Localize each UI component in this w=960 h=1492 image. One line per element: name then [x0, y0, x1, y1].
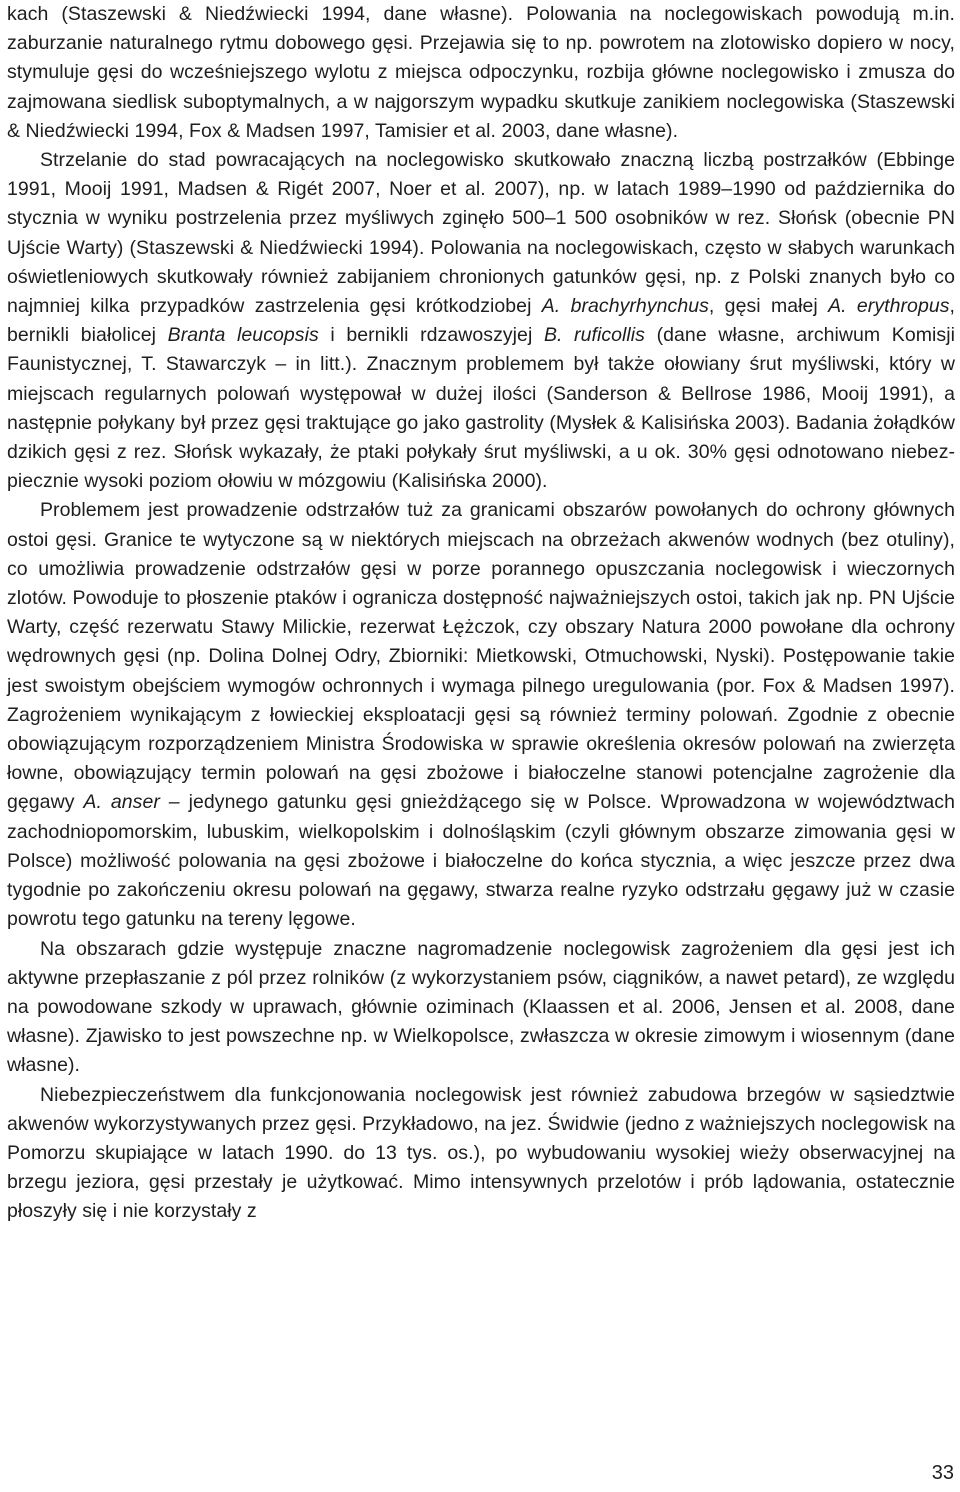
- text-run: Niebezpieczeństwem dla funkcjonowania noclegowisk jest również zabudowa brzegów w sąsiedztwie akwenów wykorzystywanych przez gęsi. Przykładowo, na jez. Świdwie (jedno z ważniejszych noclegowisk na Pomorzu skupiające w latach 1990. do 13 tys. os.), po wybudowaniu wysokiej wieży obserwacyjnej na brzegu jeziora, gęsi przestały je użytkować. Mimo intensywnych przelotów i prób lądowania, ostatecznie płoszyły się i nie korzystały z: [7, 1083, 956, 1223]
- text-run: (dane własne, archiwum Komisji Faunistycznej, T. Stawarczyk – in litt.). Znacznym problemem był także ołowiany śrut myśliwski, który w miejscach regularnych polowań występował w dużej ilości (Sanderson & Bellrose 1986, Mooij 1991), a następnie połykany był przez gęsi traktujące go jako gastrolity (Mysłek & Kalisińska 2003). Badania żołądków dzikich gęsi z rez. Słońsk wykazały, że ptaki połykały śrut myśliwski, a u ok. 30% gęsi odnotowano niebezpiecznie wysoki poziom ołowiu w mózgowiu (Kalisińska 2000).: [7, 324, 956, 493]
- text-run: Problemem jest prowadzenie odstrzałów tuż za granicami obszarów powołanych do ochrony głównych ostoi gęsi. Granice te wytyczone są w niektórych miejscach na obrzeżach akwenów wodnych (bez otuliny), co umożliwia prowadzenie odstrzałów gęsi w porze porannego opuszczania noclegowisk i wieczornych zlotów. Powoduje to płoszenie ptaków i ogranicza dostępność najważniejszych ostoi, takich jak np. PN Ujście Warty, część rezerwatu Stawy Milickie, rezerwat Łężczok, czy obszary Natura 2000 powołane dla ochrony wędrownych gęsi (np. Dolina Dolnej Odry, Zbiorniki: Mietkowski, Otmuchowski, Nyski). Postępowanie takie jest swoistym obejściem wymogów ochronnych i wymaga pilnego uregulowania (por. Fox & Madsen 1997). Zagrożeniem wynikającym z łowieckiej eksploatacji gęsi są również terminy polowań. Zgodnie z obecnie obowiązującym rozporządzeniem Ministra Środowiska w sprawie określenia okresów polowań na zwierzęta łowne, obowiązujący termin polowań na gęsi zbożowe i białoczelne stanowi potencjalne zagrożenie dla gęgawy: [7, 499, 955, 814]
- text-run: , gęsi małej: [708, 295, 829, 318]
- text-run: Strzelanie do stad powracających na noclegowisko skutkowało znaczną liczbą postrzałków (Ebbinge 1991, Mooij 1991, Madsen & Rigét 2007, Noer et al. 2007), np. w latach 1989–1990 od października do stycznia w wyniku postrzelenia przez myśliwych zginęło 500–1 500 osobników w rez. Słońsk (obecnie PN Ujście Warty) (Staszewski & Niedźwiecki 1994). Polowania na noclegowiskach, często w słabych warunkach oświetleniowych skutkowały również zabijaniem chronionych gatunków gęsi, np. z Polski znanych było co najmniej kilka przypadków zastrzelenia gęsi krótkodziobej: [7, 149, 955, 318]
- text-run: , bernikli białolicej: [7, 295, 956, 347]
- italic-species-name: Branta leucopsis: [167, 324, 319, 347]
- italic-species-name: A. erythropus: [828, 295, 950, 318]
- italic-species-name: B. ruficollis: [543, 324, 645, 347]
- text-run: kach (Staszewski & Niedźwiecki 1994, dane własne). Polowania na noclegowiskach powodują m.in. zaburzanie naturalnego rytmu dobowego gęsi. Przejawia się to np. powrotem na zlotowisko dopiero w nocy, stymuluje gęsi do wcześniejszego wylotu z miejsca odpoczynku, rozbija główne noclegowisko i zmusza do zajmowana siedlisk suboptymalnych, a w najgorszym wypadku skutkuje zanikiem noclegowiska (Staszewski & Niedźwiecki 1994, Fox & Madsen 1997, Tamisier et al. 2003, dane własne).: [7, 3, 955, 142]
- text-run: i bernikli rdzawoszyjej: [318, 324, 544, 347]
- italic-species-name: A. anser: [83, 791, 160, 814]
- paragraph: [7, 1081, 955, 1227]
- paragraph: [7, 496, 955, 934]
- paragraph: [7, 935, 955, 1081]
- text-run: – jedynego gatunku gęsi gnieżdżącego się w Polsce. Wprowadzona w województwach zachodniopomorskim, lubuskim, wielkopolskim i dolnośląskim (czyli głównym obszarze zimowania gęsi w Polsce) możliwość polowania na gęsi zbożowe i białoczelne do końca stycznia, a więc jeszcze przez dwa tygodnie po zakończeniu okresu polowań na gęgawy, stwarza realne ryzyko odstrzału gęgawy już w czasie powrotu tego gatunku na tereny lęgowe.: [7, 791, 955, 931]
- italic-species-name: A. brachyrhynchus: [541, 295, 709, 318]
- page-number: 33: [931, 1462, 954, 1484]
- document-body: [7, 0, 955, 1227]
- paragraph: [7, 146, 955, 496]
- paragraph: [7, 0, 955, 146]
- text-run: Na obszarach gdzie występuje znaczne nagromadzenie noclegowisk zagrożeniem dla gęsi jest ich aktywne przepłaszanie z pól przez rolników (z wykorzystaniem psów, ciągników, a nawet petard), ze względu na powodowane szkody w uprawach, głównie oziminach (Klaassen et al. 2006, Jensen et al. 2008, dane własne). Zjawisko to jest powszechne np. w Wielkopolsce, zwłaszcza w okresie zimowym i wiosennym (dane własne).: [7, 937, 955, 1077]
